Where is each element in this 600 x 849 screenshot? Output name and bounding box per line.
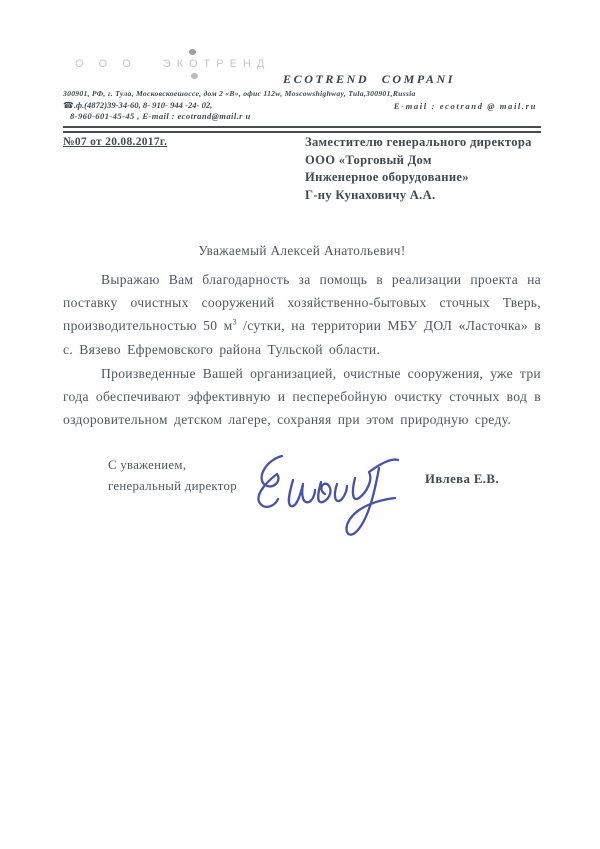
recipient-line: Г-ну Кунаховичу А.А. — [305, 187, 436, 202]
reference-number-date: №07 от 20.08.2017г. — [63, 136, 168, 148]
recipient-line: Инженерное оборудование» — [305, 170, 469, 184]
company-name-english: ECOTREND COMPANI — [283, 72, 456, 86]
phone-numbers-secondary: 8-960-601-45-45 , E-mail : ecotrand@mail.r u — [70, 111, 251, 121]
recipient-line: Заместителю генерального директора — [305, 135, 532, 149]
recipient-block — [305, 134, 532, 204]
logo-name-text: ЭКОТРЕНД — [162, 58, 271, 70]
company-logo — [75, 58, 270, 70]
signer-name: Ивлева Е.В. — [425, 472, 499, 486]
closing-block — [63, 448, 541, 578]
letterhead-divider — [63, 126, 541, 133]
leaf-icon — [189, 49, 196, 55]
body-paragraph-1 — [63, 268, 541, 361]
superscript-cubed: 3 — [232, 317, 237, 327]
body-paragraph-2: Произведенные Вашей организацией, очистные сооружения, уже три года обеспечивают эффективную и песперебойную очистку сточных вод в оздоровительном детском лагере, сохраняя при этом природную среду. — [63, 366, 541, 428]
email-address: E-mail : ecotrand @ mail.ru — [393, 101, 537, 111]
signature-handwritten — [246, 442, 411, 547]
closing-salutation — [108, 455, 237, 497]
leaf-icon — [191, 73, 198, 79]
paragraph-text: Выражаю Вам благодарность за помощь в реализации проекта на поставку очистных сооружений хозяйственно-бытовых сточных Тверь, производительностью 50 м — [63, 272, 541, 334]
company-address: 300901, РФ, г. Тула, Московскоешоссе, дом 2 «В», офис 112w, Moscowshighway, Tula,300901,Russia — [63, 89, 416, 98]
closing-line: генеральный директор — [108, 479, 237, 493]
phone-numbers: ☎.ф.(4872)39-34-60, 8- 910- 944 -24- 02, — [63, 100, 213, 110]
contact-row — [63, 100, 541, 111]
logo-ooo-text: О О О — [75, 58, 137, 70]
recipient-line: ООО «Торговый Дом — [305, 152, 432, 167]
closing-line: С уважением, — [108, 458, 187, 472]
logo-name-wrap — [163, 58, 271, 70]
salutation: Уважаемый Алексей Анатольевич! — [198, 243, 406, 258]
paragraph-text: /сутки, на территории МБУ ДОЛ «Ласточка» в с. Вязево Ефремовского района Тульской области. — [63, 318, 542, 357]
